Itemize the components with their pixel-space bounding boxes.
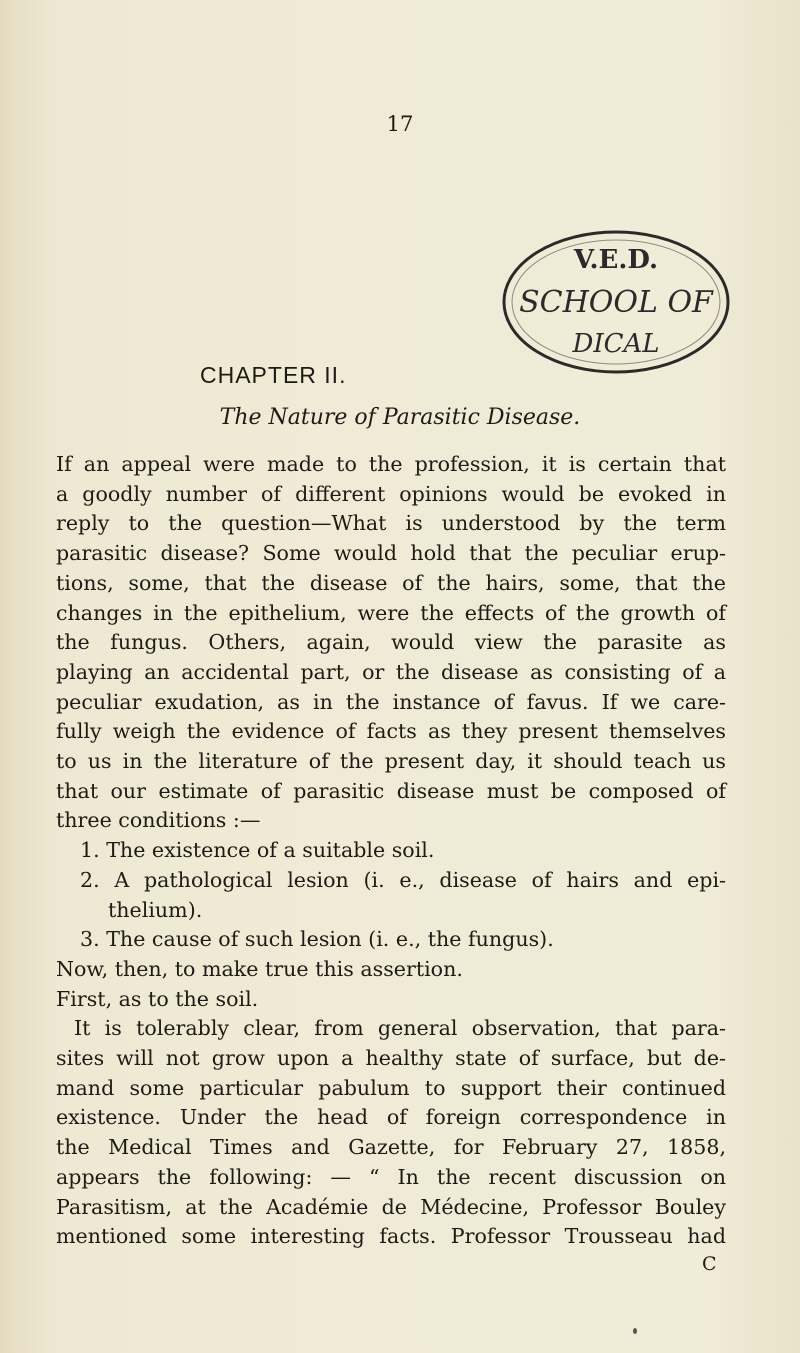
text-line: fully weigh the evidence of facts as they present themselves	[56, 719, 726, 744]
text-line: mand some particular pabulum to support their continued	[56, 1075, 726, 1100]
text-line: If an appeal were made to the profession, it is certain that	[56, 452, 726, 476]
text-line: playing an accidental part, or the disease as consisting of a	[56, 659, 726, 684]
text-line: to us in the literature of the present day, it should teach us	[56, 749, 726, 774]
chapter-title: The Nature of Parasitic Disease.	[219, 405, 581, 430]
signature-mark: C	[702, 1253, 717, 1275]
text-line: Parasitism, at the Académie de Médecine, Professor Bouley	[56, 1194, 726, 1219]
library-stamp	[498, 222, 734, 388]
text-line: the Medical Times and Gazette, for February 27, 1858,	[56, 1135, 726, 1160]
text-line: It is tolerably clear, from general observation, that para-	[74, 1016, 726, 1041]
text-line: sites will not grow upon a healthy state of surface, but de-	[56, 1046, 726, 1071]
text-line: three conditions :—	[56, 808, 261, 833]
chapter-heading: CHAPTER II.	[200, 362, 347, 388]
text-line: changes in the epithelium, were the effects of the growth of	[56, 600, 726, 625]
text-line: reply to the question—What is understood by the term	[56, 511, 726, 536]
text-line: appears the following: — “ In the recent discussion on	[56, 1164, 726, 1189]
ink-speck	[633, 1328, 637, 1334]
text-line: tions, some, that the disease of the hairs, some, that the	[56, 570, 726, 595]
page-number: 17	[386, 112, 414, 136]
text-line: peculiar exudation, as in the instance of favus. If we care-	[56, 689, 726, 714]
text-line: mentioned some interesting facts. Professor Trousseau had	[56, 1224, 726, 1249]
list-item: 1. The existence of a suitable soil.	[80, 838, 435, 863]
text-line: Now, then, to make true this assertion.	[56, 956, 463, 981]
stamp-bottom-text: DICAL	[572, 329, 660, 359]
stamp-middle-text: SCHOOL OF	[519, 285, 713, 320]
text-line: First, as to the soil.	[56, 986, 259, 1011]
text-line: parasitic disease? Some would hold that the peculiar erup-	[56, 541, 726, 566]
list-item: 2. A pathological lesion (i. e., disease of hairs and epi-	[80, 867, 726, 892]
list-item: 3. The cause of such lesion (i. e., the fungus).	[80, 927, 554, 952]
body-text	[56, 450, 726, 1252]
text-line: existence. Under the head of foreign correspondence in	[56, 1105, 726, 1130]
text-line: a goodly number of different opinions would be evoked in	[56, 481, 726, 506]
text-line: the fungus. Others, again, would view the parasite as	[56, 630, 726, 655]
stamp-top-text: V.E.D.	[573, 245, 659, 275]
list-item-continuation: thelium).	[108, 897, 203, 922]
text-line: that our estimate of parasitic disease must be composed of	[56, 778, 726, 803]
